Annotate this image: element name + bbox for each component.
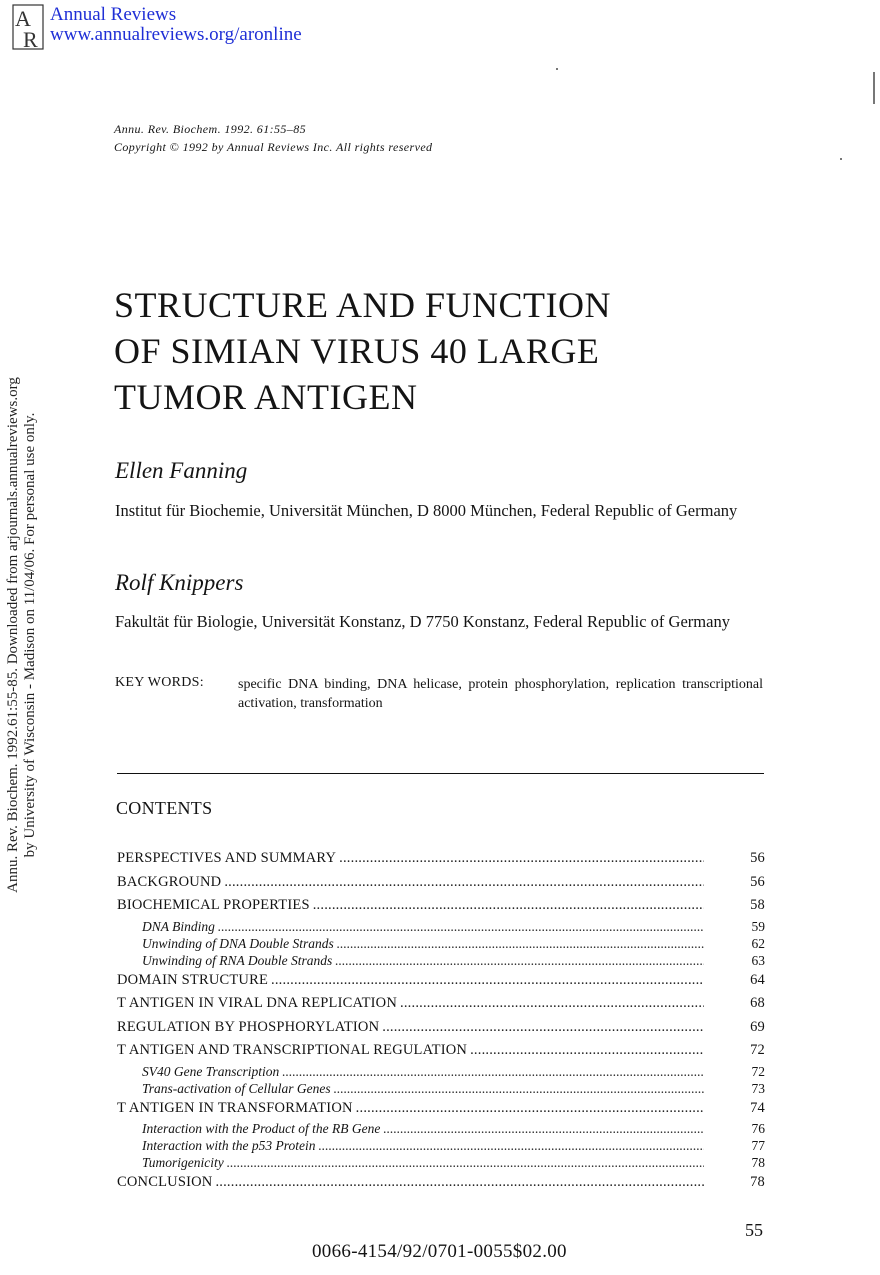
toc-entry — [117, 1137, 765, 1154]
toc-leader-dots — [470, 1039, 704, 1063]
download-note — [0, 0, 44, 1275]
table-of-contents — [117, 847, 765, 1195]
toc-entry-label: Unwinding of DNA Double Strands — [142, 935, 334, 951]
copyright-line: Copyright © 1992 by Annual Reviews Inc. All rights reserved — [114, 140, 433, 154]
toc-entry — [117, 894, 765, 918]
toc-entry-page: 72 — [750, 1042, 765, 1058]
toc-entry-label: Interaction with the Product of the RB Gene — [142, 1121, 381, 1136]
toc-entry — [117, 1154, 765, 1171]
download-note-line-1: Annu. Rev. Biochem. 1992.61:55-85. Downloaded from arjournals.annualreviews.org — [5, 377, 21, 893]
toc-entry-page: 56 — [750, 873, 765, 890]
toc-entry-label: PERSPECTIVES AND SUMMARY — [117, 850, 337, 866]
author-name: Rolf Knippers — [115, 570, 244, 595]
toc-entry — [117, 1080, 765, 1097]
toc-entry — [117, 918, 765, 935]
scan-mark — [873, 72, 875, 104]
toc-entry — [117, 871, 765, 895]
journal-citation: Annu. Rev. Biochem. 1992. 61:55–85 — [114, 122, 307, 136]
toc-leader-dots — [335, 952, 704, 969]
toc-entry — [117, 1016, 765, 1040]
toc-leader-dots — [218, 918, 704, 935]
scan-mark — [556, 68, 558, 70]
download-note-line-2: by University of Wisconsin - Madison on 11/04/06. For personal use only. — [22, 412, 38, 858]
title-line: TUMOR ANTIGEN — [114, 377, 418, 417]
toc-entry — [117, 952, 765, 969]
toc-entry — [117, 1097, 765, 1121]
toc-entry-page: 69 — [750, 1018, 765, 1035]
annual-reviews-header — [50, 5, 302, 45]
title-line: STRUCTURE AND FUNCTION — [114, 285, 612, 325]
toc-entry — [117, 847, 765, 871]
toc-entry-page: 68 — [750, 995, 765, 1011]
toc-leader-dots — [318, 1137, 704, 1154]
title-line: OF SIMIAN VIRUS 40 LARGE — [114, 331, 600, 371]
url-link[interactable]: www.annualreviews.org/aronline — [50, 24, 302, 45]
toc-entry-label: Unwinding of RNA Double Strands — [142, 952, 333, 968]
toc-entry-page: 64 — [750, 971, 765, 988]
toc-entry-page: 62 — [751, 935, 765, 951]
scan-mark — [840, 158, 842, 160]
svg-text:R: R — [23, 27, 38, 50]
toc-entry-label: BIOCHEMICAL PROPERTIES — [117, 897, 310, 913]
toc-leader-dots — [383, 1120, 704, 1137]
toc-entry — [117, 1120, 765, 1137]
author-affiliation: Institut für Biochemie, Universität München, D 8000 München, Federal Republic of Germany — [115, 501, 738, 520]
toc-entry-label: BACKGROUND — [117, 873, 222, 890]
keywords-text: specific DNA binding, DNA helicase, protein phosphorylation, replication transcriptional activation, transformation — [238, 677, 763, 711]
article-title — [114, 282, 734, 420]
keywords-label: KEY WORDS: — [115, 675, 204, 690]
page-number: 55 — [745, 1220, 763, 1240]
toc-entry-label: SV40 Gene Transcription — [142, 1063, 280, 1079]
toc-entry — [117, 1171, 765, 1195]
brand-link[interactable]: Annual Reviews — [50, 4, 177, 25]
toc-leader-dots — [224, 871, 704, 895]
toc-entry-label: REGULATION BY PHOSPHORYLATION — [117, 1018, 380, 1035]
toc-entry-page: 58 — [750, 897, 765, 913]
section-divider — [117, 773, 764, 774]
toc-leader-dots — [282, 1063, 704, 1080]
toc-entry-label: DNA Binding — [142, 918, 215, 934]
toc-entry — [117, 935, 765, 952]
toc-entry-page: 78 — [750, 1174, 765, 1190]
toc-entry-page: 72 — [751, 1063, 765, 1079]
toc-entry-page: 59 — [751, 918, 765, 934]
toc-entry — [117, 992, 765, 1016]
toc-entry-label: T ANTIGEN AND TRANSCRIPTIONAL REGULATION — [117, 1042, 468, 1058]
toc-entry-page: 76 — [751, 1121, 765, 1136]
toc-entry-label: T ANTIGEN IN VIRAL DNA REPLICATION — [117, 995, 398, 1011]
toc-leader-dots — [227, 1154, 704, 1171]
toc-entry — [117, 1063, 765, 1080]
toc-leader-dots — [337, 935, 704, 952]
toc-entry-page: 73 — [751, 1080, 765, 1096]
toc-entry-label: CONCLUSION — [117, 1174, 213, 1190]
toc-leader-dots — [334, 1080, 704, 1097]
toc-entry-page: 56 — [750, 850, 765, 866]
toc-leader-dots — [215, 1171, 704, 1195]
toc-entry-label: Tumorigenicity — [142, 1155, 224, 1170]
toc-leader-dots — [382, 1016, 704, 1040]
toc-entry-label: Interaction with the p53 Protein — [142, 1138, 316, 1153]
toc-leader-dots — [356, 1097, 704, 1121]
toc-leader-dots — [400, 992, 704, 1016]
toc-entry — [117, 969, 765, 993]
svg-text:A: A — [15, 6, 31, 31]
toc-entry-page: 77 — [751, 1138, 765, 1153]
author-affiliation: Fakultät für Biologie, Universität Konstanz, D 7750 Konstanz, Federal Republic of Germany — [115, 612, 730, 631]
toc-entry-page: 74 — [750, 1099, 765, 1116]
article-code: 0066-4154/92/0701-0055$02.00 — [312, 1241, 567, 1262]
author-name: Ellen Fanning — [115, 458, 248, 483]
toc-entry-label: Trans-activation of Cellular Genes — [142, 1080, 331, 1096]
toc-leader-dots — [313, 894, 704, 918]
toc-entry-page: 78 — [751, 1155, 765, 1170]
toc-entry-label: T ANTIGEN IN TRANSFORMATION — [117, 1099, 353, 1116]
toc-entry — [117, 1039, 765, 1063]
contents-heading: CONTENTS — [116, 798, 213, 818]
toc-leader-dots — [271, 969, 704, 993]
toc-entry-label: DOMAIN STRUCTURE — [117, 971, 269, 988]
toc-entry-page: 63 — [751, 952, 765, 968]
toc-leader-dots — [339, 847, 704, 871]
